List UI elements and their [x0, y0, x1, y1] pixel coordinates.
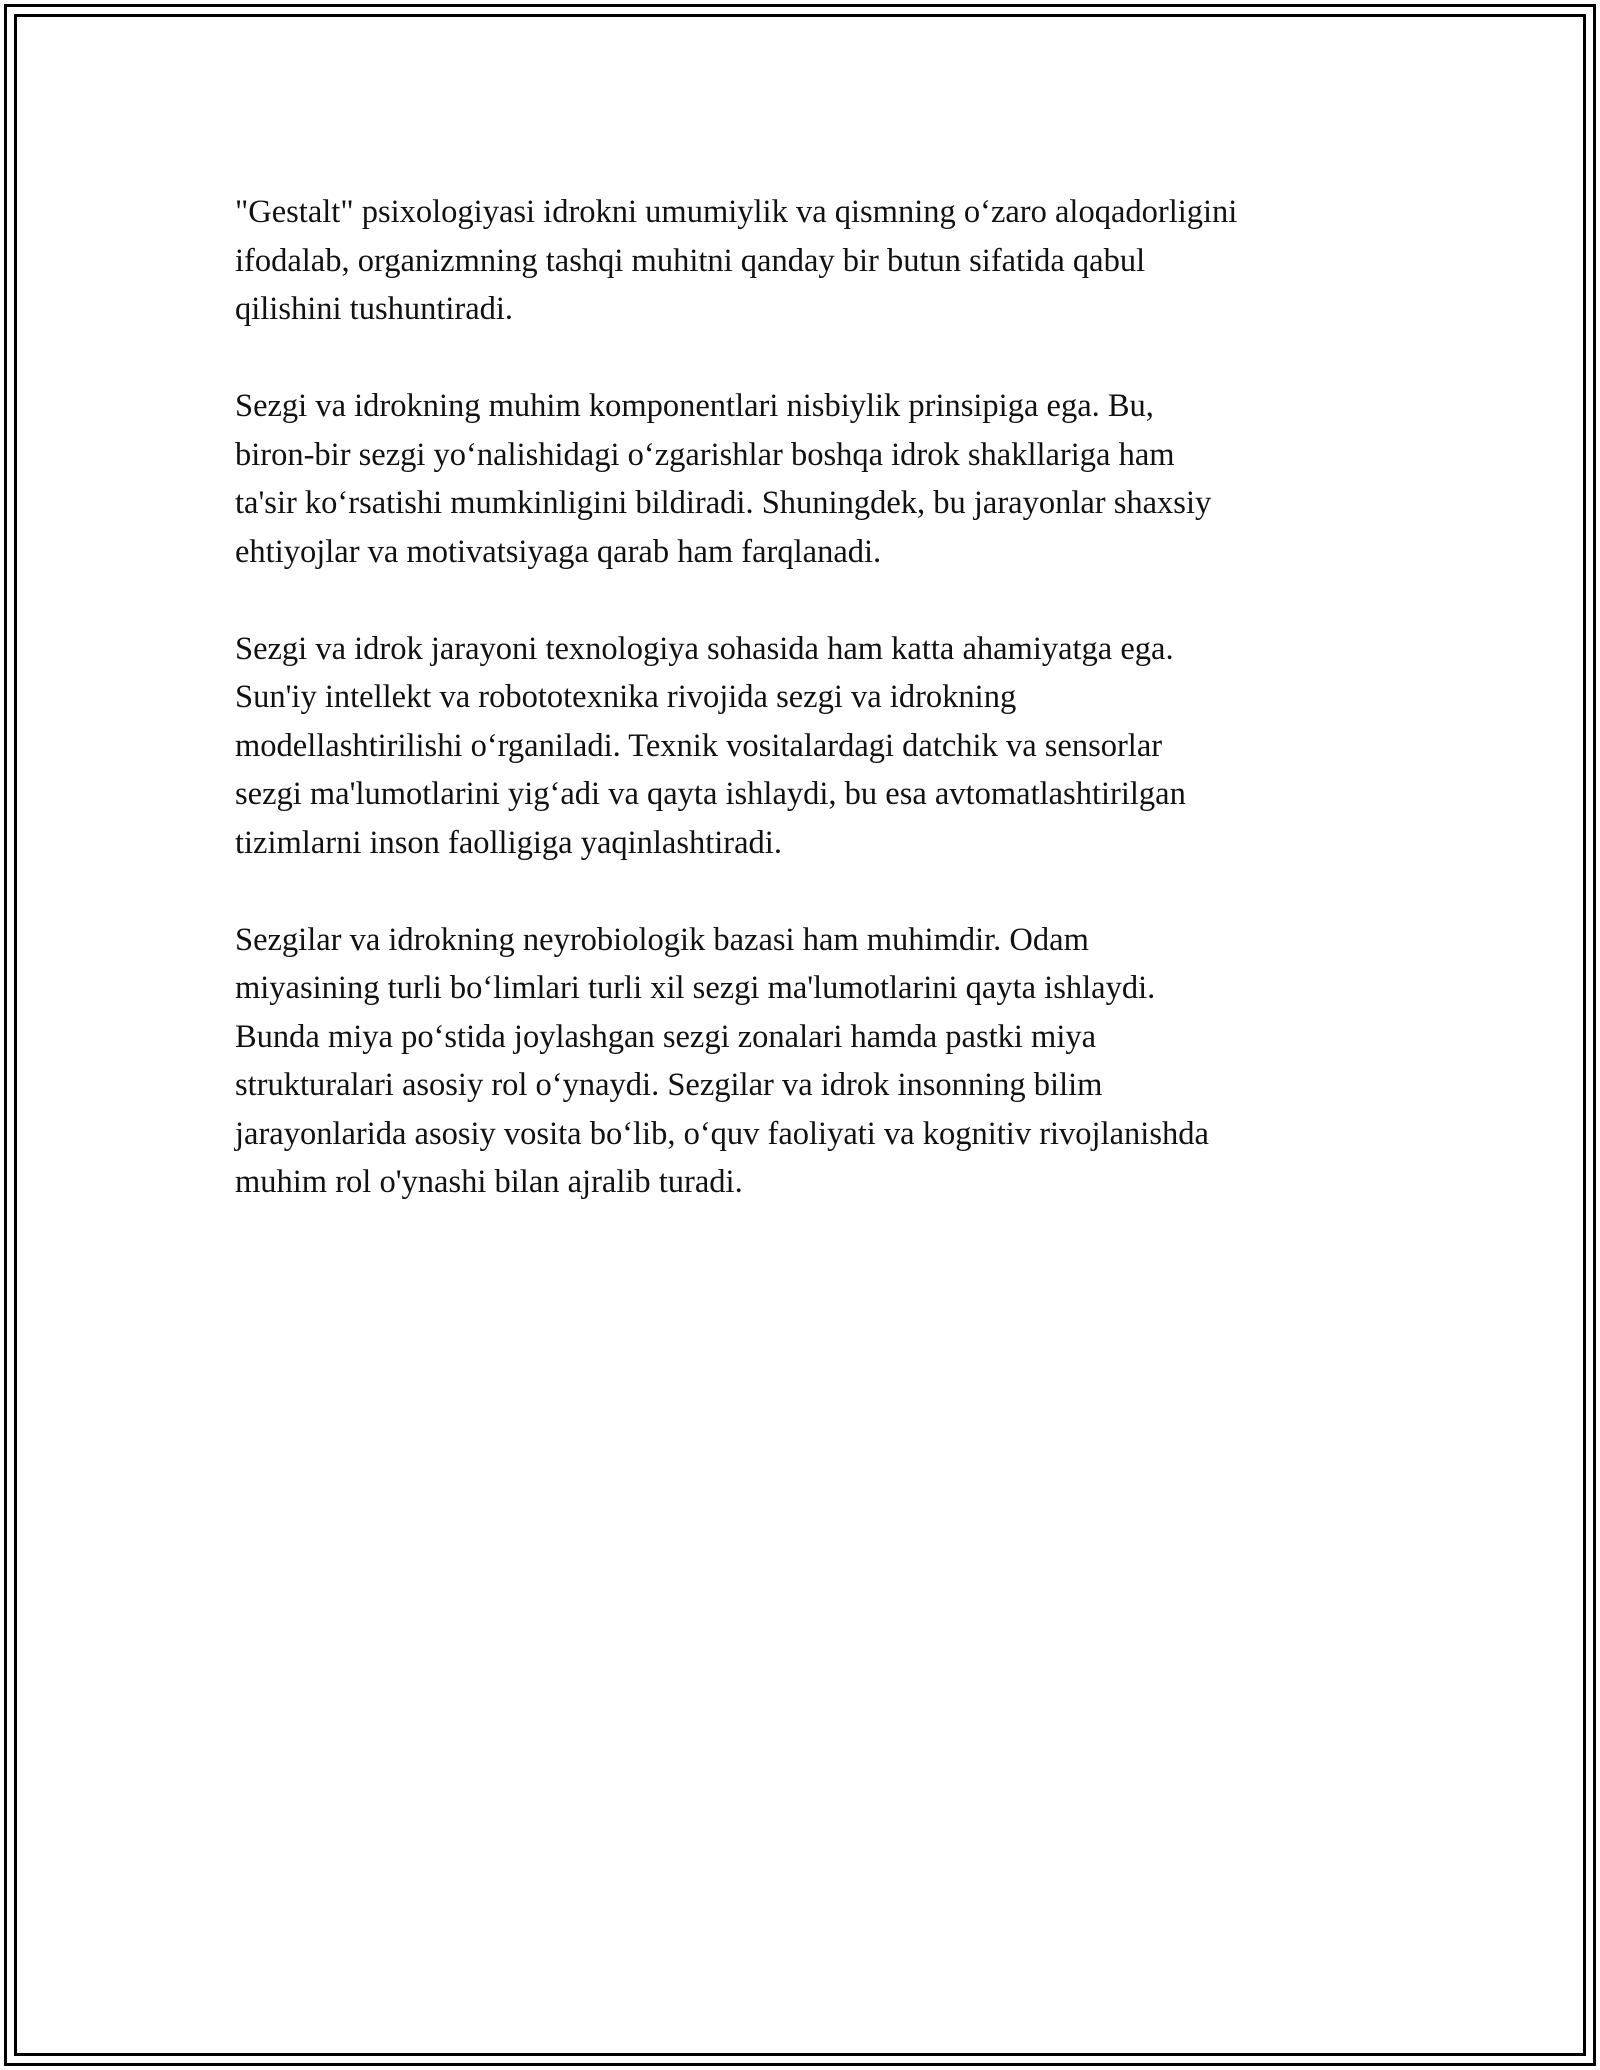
paragraph-relativity: Sezgi va idrokning muhim komponentlari nisbiylik prinsipiga ega. Bu, biron-bir sezgi yo‘nalishidagi o‘zgarishlar boshqa idrok shakllariga ham ta'sir ko‘rsatishi mumkinligini bildiradi. Shuningdek, bu jarayonlar shaxsiy ehtiyojlar va motivatsiyaga qarab ham farqlanadi. [235, 388, 1212, 570]
document-body [235, 188, 1375, 1255]
paragraph-neurobiology: Sezgilar va idrokning neyrobiologik bazasi ham muhimdir. Odam miyasining turli bo‘limlari turli xil sezgi ma'lumotlarini qayta ishlaydi. Bunda miya po‘stida joylashgan sezgi zonalari hamda pastki miya strukturalari asosiy rol o‘ynaydi. Sezgilar va idrok insonning bilim jarayonlarida asosiy vosita bo‘lib, o‘quv faoliyati va kognitiv rivojlanishda muhim rol o'ynashi bilan ajralib turadi. [235, 921, 1209, 1200]
paragraph-technology: Sezgi va idrok jarayoni texnologiya sohasida ham katta ahamiyatga ega. Sun'iy intellekt va robototexnika rivojida sezgi va idrokning modellashtirilishi o‘rganiladi. Texnik vositalardagi datchik va sensorlar sezgi ma'lumotlarini yig‘adi va qayta ishlaydi, bu esa avtomatlashtirilgan tizimlarni inson faolligiga yaqinlashtiradi. [235, 630, 1186, 861]
paragraph-gestalt: "Gestalt" psixologiyasi idrokni umumiylik va qismning o‘zaro aloqadorligini ifodalab, organizmning tashqi muhitni qanday bir butun sifatida qabul qilishini tushuntiradi. [235, 194, 1238, 327]
